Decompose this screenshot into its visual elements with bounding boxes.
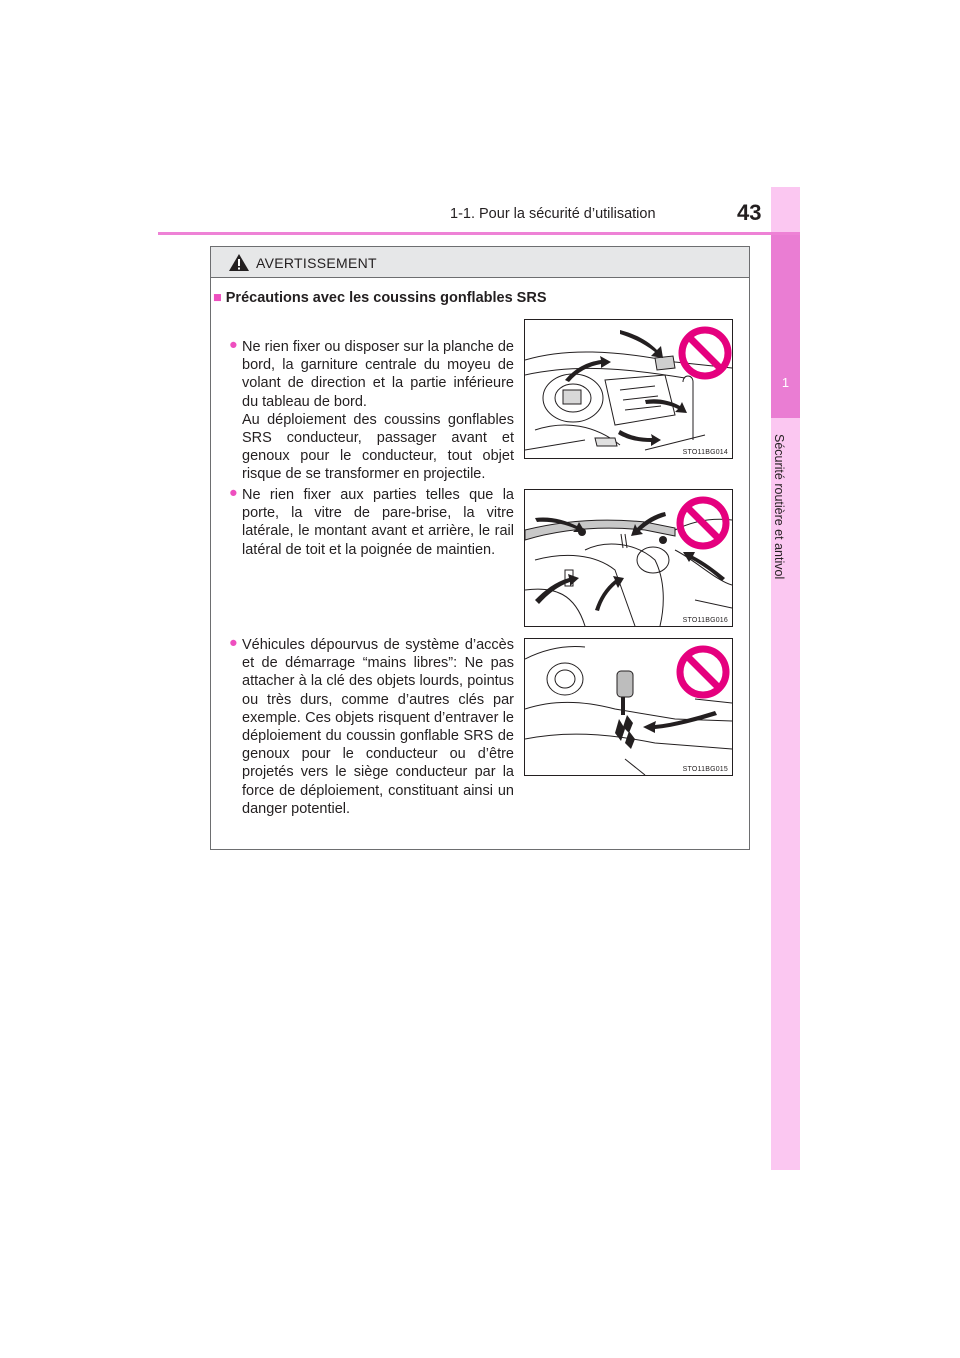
prohibited-icon xyxy=(682,330,728,376)
figure-code: STO11BG014 xyxy=(682,449,728,456)
page-number: 43 xyxy=(737,200,762,225)
running-header-title: 1-1. Pour la sécurité d’utilisation xyxy=(450,206,656,222)
chapter-title: Sécurité routière et antivol xyxy=(772,434,786,580)
header-rule xyxy=(158,232,800,235)
bullet-dot-icon: ● xyxy=(229,635,238,651)
cabin-illustration xyxy=(525,490,732,626)
dashboard-illustration xyxy=(525,320,732,458)
ignition-key-illustration xyxy=(525,639,732,775)
side-tab-chapter-block xyxy=(771,235,800,418)
warning-header xyxy=(211,247,749,278)
section-title-text: Précautions avec les coussins gonflables SRS xyxy=(225,290,547,306)
bullet-dot-icon: ● xyxy=(229,485,238,501)
warning-triangle-icon xyxy=(228,253,250,272)
chapter-number: 1 xyxy=(781,375,790,390)
figure-cabin xyxy=(524,489,733,627)
prohibited-icon xyxy=(680,649,726,695)
warning-label: AVERTISSEMENT xyxy=(256,255,377,271)
bullet-dot-icon: ● xyxy=(229,337,238,353)
figure-ignition-key xyxy=(524,638,733,776)
prohibited-icon xyxy=(680,500,726,546)
section-title xyxy=(213,290,547,306)
warning-item-text: Ne rien fixer aux parties telles que la porte, la vitre de pare-brise, la vitre latérale, le montant avant et arrière, le rail latéral de toit et la poignée de maintien. xyxy=(242,487,514,558)
square-marker-icon: ■ xyxy=(213,290,222,306)
warning-box xyxy=(210,246,750,850)
figure-dashboard xyxy=(524,319,733,459)
warning-item-text: Véhicules dépourvus de système d’accès et de démarrage “mains libres”: Ne pas attacher à la clé des objets lourds, pointus ou très durs, comme d’autres clés par exemple. Ces objets risquent d’entraver le déploiement du coussin gonflable SRS de genoux pour le conducteur ou d’être projetés vers le siège conducteur par la force de déploiement, constituant ainsi un danger potentiel. xyxy=(242,637,514,817)
warning-item-text: Ne rien fixer ou disposer sur la planche de bord, la garniture centrale du moyeu de volant de direction et la partie inférieure du tableau de bord. Au déploiement des coussins gonflables SRS conducteur, passager avant et genoux pour le conducteur, tout objet risque de se transformer en projectile. xyxy=(242,339,514,483)
figure-code: STO11BG016 xyxy=(682,617,728,624)
figure-code: STO11BG015 xyxy=(682,766,728,773)
